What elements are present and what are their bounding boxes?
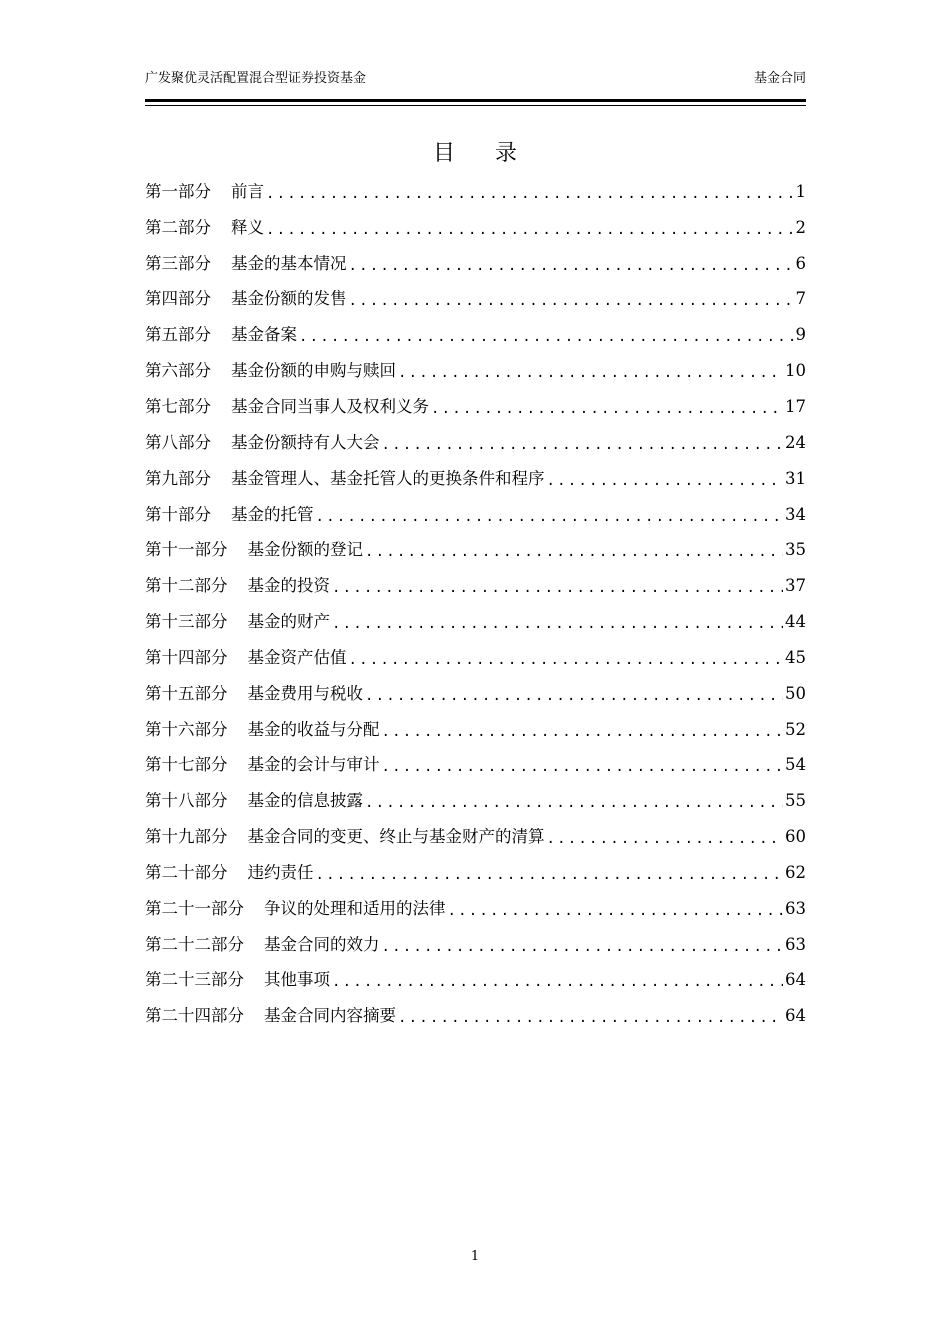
toc-entry[interactable]: [145, 568, 806, 604]
toc-entry-part: 第一部分: [145, 181, 211, 201]
toc-dot-leader: [365, 686, 783, 706]
toc-entry-page: 50: [785, 683, 806, 703]
toc-entry-part: 第十一部分: [145, 540, 228, 560]
toc-entry-page: 9: [795, 325, 806, 345]
toc-entry-page: 64: [785, 1006, 806, 1026]
toc-entry-part: 第十二部分: [145, 576, 228, 596]
toc-entry-title: 基金份额持有人大会: [231, 432, 380, 452]
toc-entry-title: 基金备案: [231, 325, 297, 345]
header-doc-type: 基金合同: [753, 71, 806, 86]
toc-entry[interactable]: [145, 783, 806, 819]
toc-entry[interactable]: [145, 497, 806, 533]
toc-entry-part: 第十六部分: [145, 719, 228, 739]
toc-entry-page: 10: [785, 361, 806, 381]
toc-entry-page: 63: [785, 898, 806, 918]
toc-entry-title: 基金的信息披露: [247, 791, 363, 811]
toc-dot-leader: [349, 291, 794, 311]
toc-entry[interactable]: [145, 963, 806, 999]
toc-title-char-2: 录: [495, 141, 518, 166]
toc-entry-part: 第六部分: [145, 361, 211, 381]
toc-entry[interactable]: [145, 532, 806, 568]
toc-entry[interactable]: [145, 748, 806, 784]
toc-entry-part: 第七部分: [145, 396, 211, 416]
toc-entry[interactable]: [145, 927, 806, 963]
toc-dot-leader: [398, 1008, 783, 1028]
toc-entry-page: 54: [785, 755, 806, 775]
toc-entry-title: 其他事项: [264, 970, 330, 990]
toc-dot-leader: [266, 220, 794, 240]
toc-dot-leader: [316, 507, 784, 527]
toc-entry-title: 基金合同当事人及权利义务: [231, 396, 429, 416]
toc-entry-page: 24: [785, 432, 806, 452]
toc-entry-part: 第二部分: [145, 217, 211, 237]
toc-entry[interactable]: [145, 998, 806, 1034]
toc-entry-title: 基金合同的变更、终止与基金财产的清算: [247, 827, 545, 847]
toc-dot-leader: [431, 399, 783, 419]
toc-dot-leader: [332, 614, 783, 634]
toc-dot-leader: [547, 829, 784, 849]
toc-entry[interactable]: [145, 425, 806, 461]
toc-entry-title: 基金资产估值: [247, 647, 347, 667]
toc-entry-part: 第十三部分: [145, 612, 228, 632]
toc-entry-part: 第二十三部分: [145, 970, 244, 990]
toc-entry-page: 35: [785, 540, 806, 560]
toc-entry-part: 第十部分: [145, 504, 211, 524]
toc-entry-title: 基金合同内容摘要: [264, 1006, 396, 1026]
toc-entry-title: 基金份额的申购与赎回: [231, 361, 396, 381]
toc-entry-page: 17: [785, 396, 806, 416]
toc-entry-title: 前言: [231, 181, 264, 201]
toc-entry-page: 64: [785, 970, 806, 990]
toc-entry[interactable]: [145, 640, 806, 676]
toc-entry-page: 44: [785, 612, 806, 632]
toc-dot-leader: [316, 865, 784, 885]
toc-entry-title: 基金的投资: [247, 576, 330, 596]
toc-entry-page: 60: [785, 827, 806, 847]
toc-entry[interactable]: [145, 282, 806, 318]
toc-entry-page: 34: [785, 504, 806, 524]
toc-title-char-1: 目: [432, 141, 455, 166]
toc-dot-leader: [299, 327, 794, 347]
toc-entry-title: 释义: [231, 217, 264, 237]
toc-dot-leader: [349, 256, 794, 276]
toc-entry-part: 第十七部分: [145, 755, 228, 775]
page-number: 1: [470, 1249, 480, 1264]
toc-entry-title: 争议的处理和适用的法律: [264, 898, 446, 918]
toc-entry-part: 第二十部分: [145, 862, 228, 882]
toc-entry-page: 55: [785, 791, 806, 811]
toc-entry[interactable]: [145, 676, 806, 712]
toc-entry-title: 基金的托管: [231, 504, 314, 524]
header-rule-thin: [145, 105, 806, 106]
toc-dot-leader: [382, 757, 784, 777]
toc-entry[interactable]: [145, 855, 806, 891]
toc-entry-part: 第五部分: [145, 325, 211, 345]
toc-entry-part: 第二十一部分: [145, 898, 244, 918]
toc-entry-title: 基金的基本情况: [231, 253, 347, 273]
table-of-contents: [145, 174, 806, 1034]
toc-entry-page: 7: [795, 289, 806, 309]
toc-entry[interactable]: [145, 353, 806, 389]
toc-entry[interactable]: [145, 246, 806, 282]
toc-entry[interactable]: [145, 891, 806, 927]
toc-entry-page: 45: [785, 647, 806, 667]
toc-entry-title: 基金管理人、基金托管人的更换条件和程序: [231, 468, 545, 488]
toc-entry-title: 基金的财产: [247, 612, 330, 632]
toc-entry-part: 第十四部分: [145, 647, 228, 667]
toc-dot-leader: [448, 901, 784, 921]
toc-entry-part: 第八部分: [145, 432, 211, 452]
toc-entry-part: 第四部分: [145, 289, 211, 309]
toc-dot-leader: [365, 793, 783, 813]
toc-entry-title: 基金的收益与分配: [247, 719, 380, 739]
toc-entry-title: 基金费用与税收: [247, 683, 363, 703]
toc-entry-title: 基金合同的效力: [264, 934, 380, 954]
toc-entry-title: 基金的会计与审计: [247, 755, 380, 775]
header-rule-thick: [145, 99, 806, 102]
toc-entry-part: 第三部分: [145, 253, 211, 273]
toc-dot-leader: [332, 578, 783, 598]
toc-entry-page: 6: [795, 253, 806, 273]
toc-dot-leader: [332, 972, 783, 992]
toc-dot-leader: [382, 937, 784, 957]
toc-entry[interactable]: [145, 461, 806, 497]
header-fund-name: 广发聚优灵活配置混合型证券投资基金: [145, 71, 367, 86]
toc-entry-page: 31: [785, 468, 806, 488]
toc-entry-page: 52: [785, 719, 806, 739]
toc-entry-title: 违约责任: [247, 862, 314, 882]
page-header: [145, 64, 806, 86]
toc-entry-title: 基金份额的发售: [231, 289, 347, 309]
toc-entry[interactable]: [145, 604, 806, 640]
toc-dot-leader: [382, 722, 784, 742]
toc-entry[interactable]: [145, 317, 806, 353]
toc-title: [0, 136, 950, 167]
toc-entry-page: 2: [795, 217, 806, 237]
toc-entry-page: 62: [785, 862, 806, 882]
toc-entry[interactable]: [145, 389, 806, 425]
toc-entry-page: 1: [795, 181, 806, 201]
toc-entry[interactable]: [145, 174, 806, 210]
toc-entry-title: 基金份额的登记: [247, 540, 363, 560]
toc-dot-leader: [266, 184, 794, 204]
toc-entry-part: 第十八部分: [145, 791, 228, 811]
toc-dot-leader: [398, 363, 783, 383]
toc-entry-page: 37: [785, 576, 806, 596]
toc-dot-leader: [547, 471, 784, 491]
toc-entry-page: 63: [785, 934, 806, 954]
toc-dot-leader: [365, 542, 783, 562]
toc-entry[interactable]: [145, 819, 806, 855]
toc-entry-part: 第九部分: [145, 468, 211, 488]
toc-entry[interactable]: [145, 210, 806, 246]
toc-dot-leader: [382, 435, 784, 455]
toc-entry-part: 第二十四部分: [145, 1006, 244, 1026]
toc-entry[interactable]: [145, 712, 806, 748]
toc-entry-part: 第二十二部分: [145, 934, 244, 954]
toc-entry-part: 第十九部分: [145, 827, 228, 847]
toc-entry-part: 第十五部分: [145, 683, 228, 703]
toc-dot-leader: [349, 650, 784, 670]
